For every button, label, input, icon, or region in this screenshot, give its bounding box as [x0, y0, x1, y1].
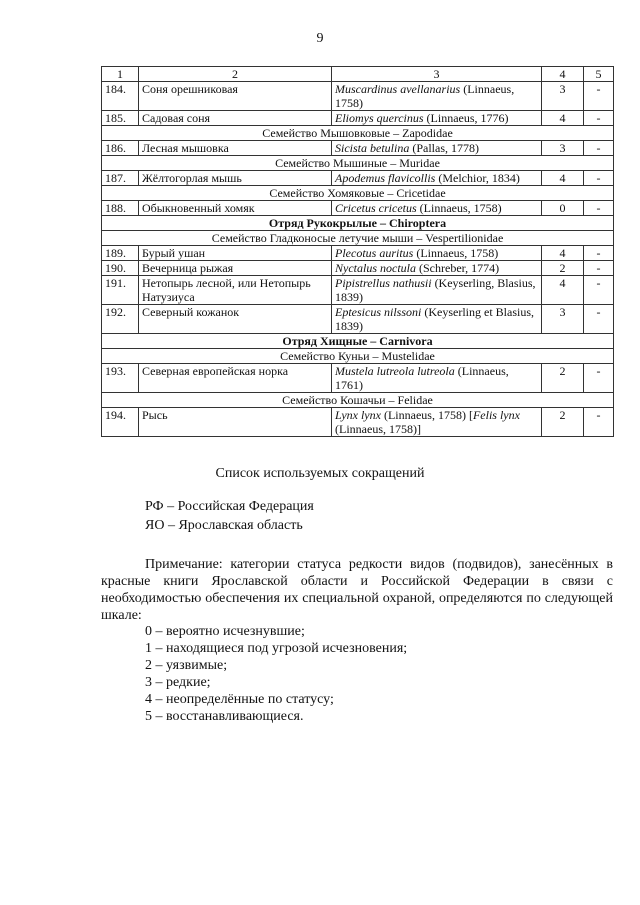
species-name: Северный кожанок — [139, 305, 332, 334]
latin-author: (Linnaeus, 1758) — [413, 246, 499, 260]
column-5-value: - — [584, 261, 614, 276]
species-row — [102, 82, 614, 111]
latin-name: Plecotus auritus — [335, 246, 414, 260]
column-5-value: - — [584, 276, 614, 305]
scale-item: 0 – вероятно исчезнувшие; — [145, 624, 305, 639]
species-row — [102, 408, 614, 437]
status-category: 2 — [542, 261, 584, 276]
species-number: 187. — [102, 171, 139, 186]
latin-author: (Linnaeus, 1761) — [335, 364, 509, 392]
scale-item: 5 – восстанавливающиеся. — [145, 709, 304, 724]
family-row — [102, 126, 614, 141]
family-title: Семейство Хомяковые – Cricetidae — [102, 186, 614, 201]
column-5-value: - — [584, 408, 614, 437]
latin-author: (Linnaeus, 1758) — [335, 82, 515, 110]
species-latin-name — [332, 82, 542, 111]
table-header-row — [102, 67, 614, 82]
column-5-value: - — [584, 141, 614, 156]
latin-author: (Keyserling et Blasius, 1839) — [335, 305, 534, 333]
species-latin-name — [332, 276, 542, 305]
column-5-value: - — [584, 82, 614, 111]
column-5-value: - — [584, 305, 614, 334]
family-row — [102, 156, 614, 171]
species-name: Жёлтогорлая мышь — [139, 171, 332, 186]
species-latin-name — [332, 364, 542, 393]
status-category: 3 — [542, 82, 584, 111]
latin-author: (Melchior, 1834) — [435, 171, 520, 185]
latin-author: (Linnaeus, 1758) — [416, 201, 502, 215]
latin-name: Sicista betulina — [335, 141, 410, 155]
latin-author: (Keyserling, Blasius, 1839) — [335, 276, 536, 304]
species-latin-name — [332, 201, 542, 216]
latin-synonym-author: (Linnaeus, 1758)] — [335, 422, 421, 436]
column-5-value: - — [584, 201, 614, 216]
order-title: Отряд Хищные – Carnivora — [102, 334, 614, 349]
species-number: 189. — [102, 246, 139, 261]
column-header: 4 — [542, 67, 584, 82]
species-row — [102, 305, 614, 334]
column-5-value: - — [584, 171, 614, 186]
status-category: 4 — [542, 171, 584, 186]
status-category: 4 — [542, 276, 584, 305]
species-name: Садовая соня — [139, 111, 332, 126]
column-header: 1 — [102, 67, 139, 82]
scale-item: 2 – уязвимые; — [145, 658, 228, 673]
column-header: 2 — [139, 67, 332, 82]
species-number: 188. — [102, 201, 139, 216]
species-number: 190. — [102, 261, 139, 276]
species-number: 191. — [102, 276, 139, 305]
latin-name: Nyctalus noctula — [335, 261, 416, 275]
column-header: 5 — [584, 67, 614, 82]
latin-name: Pipistrellus nathusii — [335, 276, 432, 290]
species-name: Нетопырь лесной, или Нетопырь Натузиуса — [139, 276, 332, 305]
species-row — [102, 276, 614, 305]
species-name: Бурый ушан — [139, 246, 332, 261]
status-category: 4 — [542, 111, 584, 126]
family-title: Семейство Кошачьи – Felidae — [102, 393, 614, 408]
species-name: Лесная мышовка — [139, 141, 332, 156]
family-row — [102, 231, 614, 246]
species-latin-name — [332, 305, 542, 334]
species-row — [102, 261, 614, 276]
status-category: 3 — [542, 305, 584, 334]
order-row — [102, 216, 614, 231]
latin-synonym: Felis lynx — [472, 408, 520, 422]
family-title: Семейство Гладконосые летучие мыши – Vespertilionidae — [102, 231, 614, 246]
species-name: Соня орешниковая — [139, 82, 332, 111]
family-title: Семейство Мышовковые – Zapodidae — [102, 126, 614, 141]
latin-author: (Schreber, 1774) — [416, 261, 500, 275]
status-category: 4 — [542, 246, 584, 261]
species-latin-name — [332, 261, 542, 276]
family-title: Семейство Мышиные – Muridae — [102, 156, 614, 171]
species-latin-name — [332, 246, 542, 261]
column-5-value: - — [584, 111, 614, 126]
column-5-value: - — [584, 364, 614, 393]
status-category: 3 — [542, 141, 584, 156]
species-latin-name — [332, 111, 542, 126]
species-latin-name — [332, 408, 542, 437]
species-number: 193. — [102, 364, 139, 393]
scale-item: 4 – неопределённые по статусу; — [145, 692, 334, 707]
latin-name: Lynx lynx — [335, 408, 381, 422]
latin-author: (Pallas, 1778) — [409, 141, 479, 155]
species-row — [102, 246, 614, 261]
latin-name: Mustela lutreola lutreola — [335, 364, 455, 378]
status-category: 2 — [542, 408, 584, 437]
order-row — [102, 334, 614, 349]
species-row — [102, 111, 614, 126]
scale-item: 3 – редкие; — [145, 675, 211, 690]
abbreviation-item: ЯО – Ярославская область — [145, 518, 303, 533]
species-name: Северная европейская норка — [139, 364, 332, 393]
species-number: 184. — [102, 82, 139, 111]
species-name: Рысь — [139, 408, 332, 437]
species-number: 185. — [102, 111, 139, 126]
latin-name: Apodemus flavicollis — [335, 171, 436, 185]
species-number: 192. — [102, 305, 139, 334]
column-5-value: - — [584, 246, 614, 261]
page-number: 9 — [316, 31, 324, 46]
species-latin-name — [332, 171, 542, 186]
species-number: 186. — [102, 141, 139, 156]
species-name: Обыкновенный хомяк — [139, 201, 332, 216]
latin-name: Muscardinus avellanarius — [335, 82, 461, 96]
species-number: 194. — [102, 408, 139, 437]
status-scale-list — [145, 623, 407, 725]
column-header: 3 — [332, 67, 542, 82]
family-row — [102, 349, 614, 364]
species-row — [102, 141, 614, 156]
species-row — [102, 364, 614, 393]
family-row — [102, 186, 614, 201]
latin-name: Eliomys quercinus — [335, 111, 424, 125]
status-category: 0 — [542, 201, 584, 216]
status-category: 2 — [542, 364, 584, 393]
note-paragraph: Примечание: категории статуса редкости видов (подвидов), занесённых в красные книги Ярославской области и Российской Федерации в связи с необходимостью обеспечения их специальной охраной, определяются по следующей шкале: — [101, 557, 613, 623]
latin-author: (Linnaeus, 1758) [ — [380, 408, 473, 422]
species-table — [101, 66, 614, 437]
abbreviations-title: Список используемых сокращений — [215, 466, 425, 481]
species-name: Вечерница рыжая — [139, 261, 332, 276]
latin-name: Cricetus cricetus — [335, 201, 417, 215]
abbreviation-item: РФ – Российская Федерация — [145, 499, 314, 514]
species-row — [102, 201, 614, 216]
scale-item: 1 – находящиеся под угрозой исчезновения; — [145, 641, 408, 656]
latin-name: Eptesicus nilssoni — [335, 305, 422, 319]
family-title: Семейство Куньи – Mustelidae — [102, 349, 614, 364]
species-row — [102, 171, 614, 186]
species-latin-name — [332, 141, 542, 156]
latin-author: (Linnaeus, 1776) — [423, 111, 509, 125]
order-title: Отряд Рукокрылые – Chiroptera — [102, 216, 614, 231]
family-row — [102, 393, 614, 408]
